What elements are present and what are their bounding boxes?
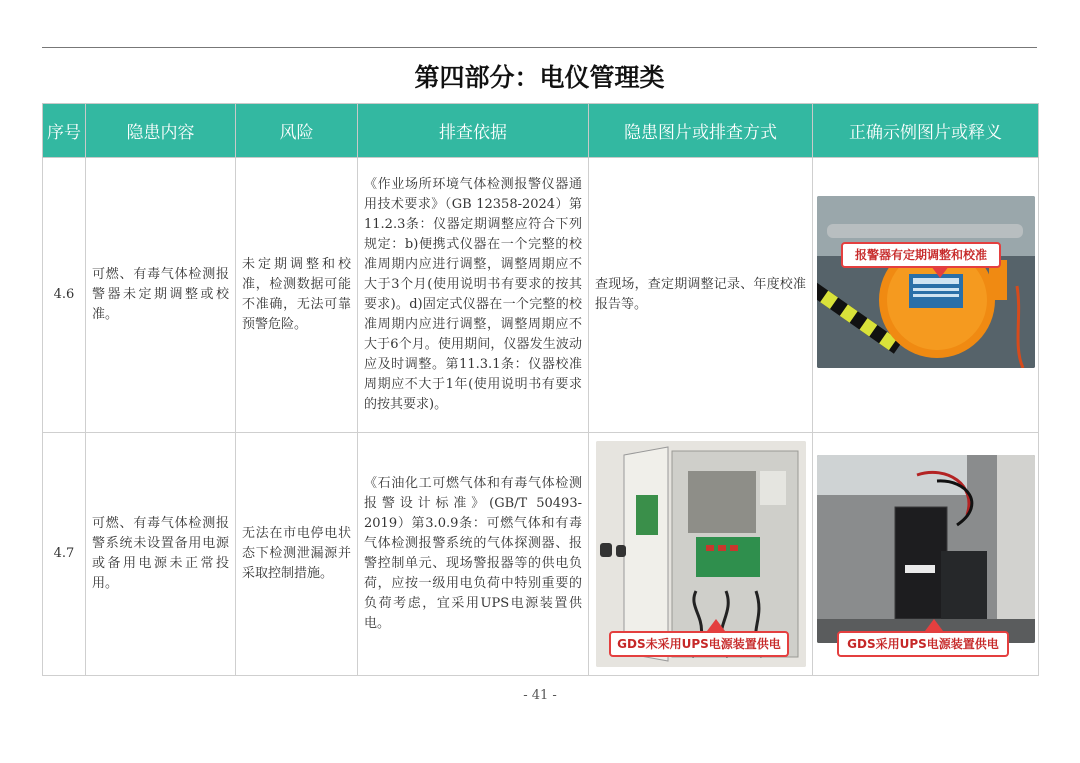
correct-label-4-7: GDS采用UPS电源装置供电 bbox=[837, 631, 1009, 657]
basis-cell: 《石油化工可燃气体和有毒气体检测报警设计标准》(GB/T 50493-2019）第3.0.9条：可燃气体和有毒气体检测报警系统的气体探测器、报警控制单元、现场警报器等的供电负荷，应按一级用电负荷中特别重要的负荷考虑，宜采用UPS电源装置供电。 bbox=[358, 433, 589, 676]
hazard-photo-cell bbox=[589, 433, 813, 676]
hazard-label-4-7: GDS未采用UPS电源装置供电 bbox=[609, 631, 789, 657]
correct-label-4-6: 报警器有定期调整和校准 bbox=[841, 242, 1001, 268]
hazard-table bbox=[42, 103, 1039, 676]
table-row bbox=[43, 158, 1039, 433]
gas-detector-photo bbox=[817, 196, 1035, 368]
header-basis: 排查依据 bbox=[358, 104, 589, 158]
correct-example-cell bbox=[813, 158, 1039, 433]
row-index: 4.6 bbox=[43, 158, 86, 433]
risk-cell: 未定期调整和校准，检测数据可能不准确，无法可靠预警危险。 bbox=[236, 158, 358, 433]
correct-example-cell bbox=[813, 433, 1039, 676]
page-title: 第四部分：电仪管理类 bbox=[414, 63, 665, 92]
table-header-row bbox=[43, 104, 1039, 158]
gas-detector-illustration bbox=[817, 196, 1035, 368]
page-number: - 41 - bbox=[523, 688, 557, 703]
label-arrow bbox=[707, 619, 725, 631]
check-method-cell: 查现场，查定期调整记录、年度校准报告等。 bbox=[589, 158, 813, 433]
ups-battery-illustration bbox=[817, 455, 1035, 643]
table-row bbox=[43, 433, 1039, 676]
risk-cell: 无法在市电停电状态下检测泄漏源并采取控制措施。 bbox=[236, 433, 358, 676]
hazard-cell: 可燃、有毒气体检测报警系统未设置备用电源或备用电源未正常投用。 bbox=[86, 433, 236, 676]
header-hazard: 隐患内容 bbox=[86, 104, 236, 158]
row-index: 4.7 bbox=[43, 433, 86, 676]
basis-cell: 《作业场所环境气体检测报警仪器通用技术要求》（GB 12358-2024）第11.2.3条：仪器定期调整应符合下列规定：b)便携式仪器在一个完整的校准周期内应进行调整，调整周期应不大于3个月(使用说明书有要求的按其要求)。d)固定式仪器在一个完整的校准周期内应进行调整，调整周期应不大于6个月。使用期间，仪器发生波动应及时调整。第11.3.1条：仪器校准周期应不大于1年(使用说明书有要求的按其要求)。 bbox=[358, 158, 589, 433]
hazard-cell: 可燃、有毒气体检测报警器未定期调整或校准。 bbox=[86, 158, 236, 433]
header-index: 序号 bbox=[43, 104, 86, 158]
header-correct-example: 正确示例图片或释义 bbox=[813, 104, 1039, 158]
top-rule bbox=[42, 47, 1037, 48]
header-risk: 风险 bbox=[236, 104, 358, 158]
label-arrow bbox=[931, 266, 949, 278]
label-arrow bbox=[925, 619, 943, 631]
header-check-method: 隐患图片或排查方式 bbox=[589, 104, 813, 158]
ups-battery-photo bbox=[817, 455, 1035, 643]
